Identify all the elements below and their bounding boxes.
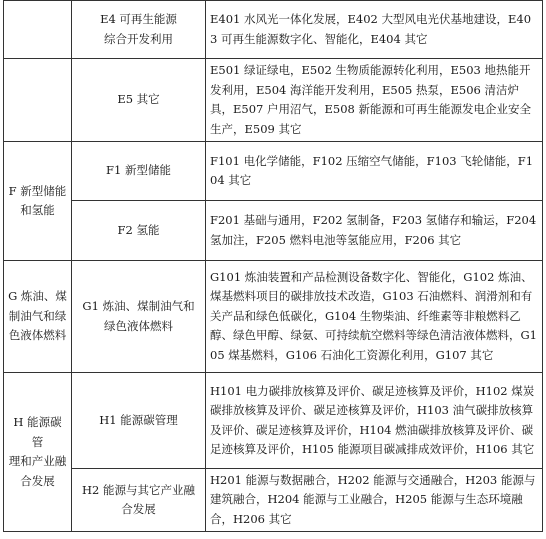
subcategory-cell: H2 能源与其它产业融 合发展 — [72, 469, 206, 532]
detail-cell: E401 水风光一体化发展，E402 大型风电光伏基地建设，E403 可再生能源数字化、智能化，E404 其它 — [206, 1, 543, 59]
category-cell: H 能源碳管 理和产业融 合发展 — [4, 373, 72, 532]
standards-classification-table — [3, 0, 543, 532]
table-row — [4, 201, 543, 261]
table-row — [4, 59, 543, 142]
detail-cell: G101 炼油装置和产品检测设备数字化、智能化，G102 炼油、煤基燃料项目的碳排放技术改造，G103 石油燃料、润滑剂和有关产品和绿色低碳化，G104 生物柴油、纤维素等非粮燃料乙醇、绿色甲醇、绿氨、可持续航空燃料等绿色清洁液体燃料，G105 煤基燃料，G106 石油化工资源化利用，G107 其它 — [206, 261, 543, 373]
table-row — [4, 1, 543, 59]
table-row — [4, 142, 543, 201]
category-cell: G 炼油、煤 制油气和绿 色液体燃料 — [4, 261, 72, 373]
detail-cell: H101 电力碳排放核算及评价、碳足迹核算及评价，H102 煤炭碳排放核算及评价、碳足迹核算及评价，H103 油气碳排放核算及评价、碳足迹核算及评价，H104 燃油碳排放核算及评价、碳足迹核算及评价，H105 能源项目碳减排成效评价，H106 其它 — [206, 373, 543, 469]
detail-cell: H201 能源与数据融合，H202 能源与交通融合，H203 能源与建筑融合，H204 能源与工业融合，H205 能源与生态环境融合，H206 其它 — [206, 469, 543, 532]
subcategory-cell: E5 其它 — [72, 59, 206, 142]
subcategory-cell: G1 炼油、煤制油气和 绿色液体燃料 — [72, 261, 206, 373]
subcategory-cell: F1 新型储能 — [72, 142, 206, 201]
category-cell-e-cont — [4, 59, 72, 142]
category-cell-e — [4, 1, 72, 59]
table-row — [4, 261, 543, 373]
subcategory-cell: H1 能源碳管理 — [72, 373, 206, 469]
detail-cell: F201 基础与通用，F202 氢制备，F203 氢储存和输运，F204 氢加注，F205 燃料电池等氢能应用，F206 其它 — [206, 201, 543, 261]
detail-cell: E501 绿证绿电，E502 生物质能源转化利用，E503 地热能开发利用，E504 海洋能开发利用，E505 热泵，E506 清洁炉具，E507 户用沼气，E508 新能源和可再生能源发电企业安全生产，E509 其它 — [206, 59, 543, 142]
table-row — [4, 469, 543, 532]
detail-cell: F101 电化学储能，F102 压缩空气储能，F103 飞轮储能，F104 其它 — [206, 142, 543, 201]
table-row — [4, 373, 543, 469]
subcategory-cell: F2 氢能 — [72, 201, 206, 261]
subcategory-cell: E4 可再生能源 综合开发利用 — [72, 1, 206, 59]
category-cell: F 新型储能 和氢能 — [4, 142, 72, 261]
